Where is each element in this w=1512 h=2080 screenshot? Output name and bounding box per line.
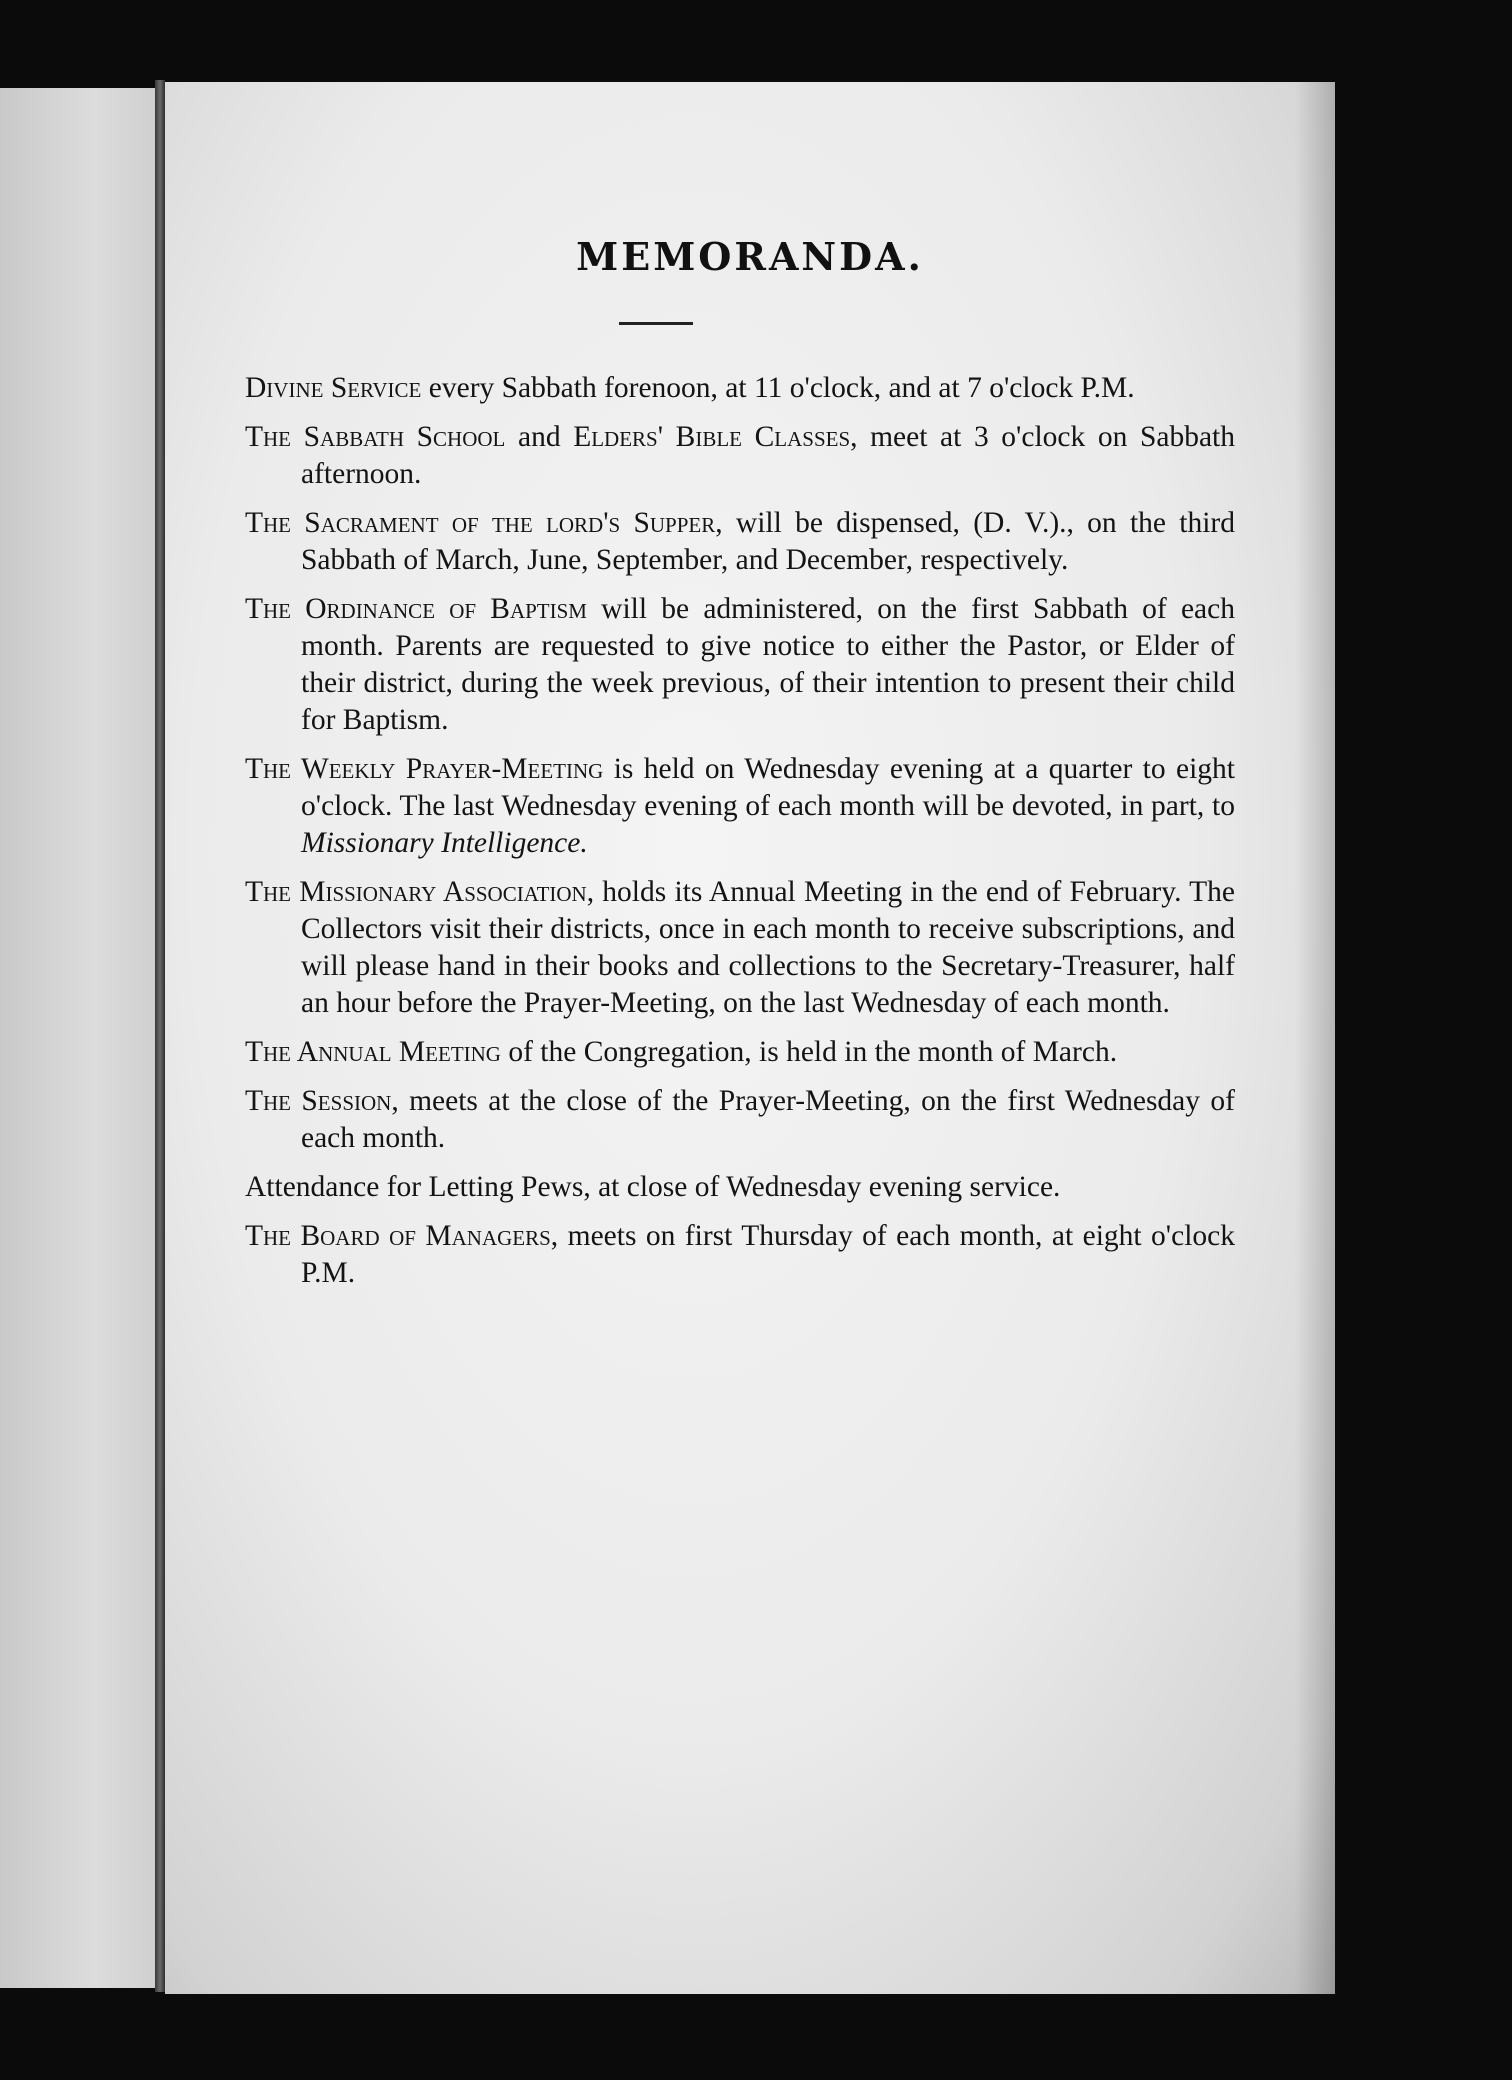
memo-heading: The Annual Meeting	[245, 1036, 501, 1068]
memo-entry-sabbath-school	[245, 419, 1235, 493]
memo-text: will be administered, on the first Sabbath of each month. Parents are requested to give notice to either the Pastor, or Elder of their district, during the week previous, of their intention to present their child for Baptism.	[301, 593, 1235, 736]
memo-heading: Divine Service	[245, 372, 422, 404]
memo-text: , meets on first Thursday of each month, at eight o'clock P.M.	[301, 1220, 1235, 1289]
memo-heading: The Weekly Prayer-Meeting	[245, 753, 604, 785]
memo-entry-sacrament	[245, 505, 1235, 579]
page-title: MEMORANDA.	[576, 234, 924, 279]
memo-heading: The Session	[245, 1085, 392, 1117]
memo-heading: The Sacrament of the lord's Supper	[245, 507, 716, 539]
memo-text: is held on Wednesday evening at a quarter to eight o'clock. The last Wednesday evening of each month will be devoted, in part, to	[301, 753, 1235, 822]
title-rule	[619, 322, 693, 325]
memo-heading: The Missionary Association	[245, 876, 587, 908]
book-binding	[155, 80, 165, 1992]
memo-text: and	[505, 421, 574, 453]
memo-text: Attendance for Letting Pews, at close of Wednesday evening service.	[245, 1171, 1061, 1203]
memo-entry-session	[245, 1083, 1235, 1157]
memo-entry-annual-meeting	[245, 1034, 1235, 1071]
memo-text: every Sabbath forenoon, at 11 o'clock, and at 7 o'clock P.M.	[421, 372, 1135, 404]
memo-entry-board-of-managers	[245, 1218, 1235, 1292]
memoranda-list	[245, 370, 1235, 1304]
memo-entry-letting-pews	[245, 1169, 1235, 1206]
left-page-edge	[0, 88, 158, 1988]
memo-text: of the Congregation, is held in the month of March.	[500, 1036, 1118, 1068]
document-page	[165, 82, 1335, 1994]
memo-heading: The Sabbath School	[245, 421, 506, 453]
memo-text: , will be dispensed, (D. V.)., on the third Sabbath of March, June, September, and December, respectively.	[301, 507, 1235, 576]
memo-heading: The Ordinance of Baptism	[245, 593, 587, 625]
memo-heading: The Board of Managers	[245, 1220, 551, 1252]
memo-entry-missionary-association	[245, 874, 1235, 1022]
memo-entry-baptism	[245, 591, 1235, 739]
memo-text: , meets at the close of the Prayer-Meeting, on the first Wednesday of each month.	[301, 1085, 1235, 1154]
memo-entry-prayer-meeting	[245, 751, 1235, 862]
memo-text: , meet at 3 o'clock on Sabbath afternoon.	[301, 421, 1235, 490]
memo-italic-text: Missionary Intelligence.	[301, 827, 588, 859]
memo-text: , holds its Annual Meeting in the end of February. The Collectors visit their districts, once in each month to receive subscriptions, and will please hand in their books and collections to the Secretary-Treasurer, half an hour before the Prayer-Meeting, on the last Wednesday of each month.	[301, 876, 1235, 1019]
memo-entry-divine-service	[245, 370, 1235, 407]
memo-heading: Elders' Bible Classes	[573, 421, 851, 453]
